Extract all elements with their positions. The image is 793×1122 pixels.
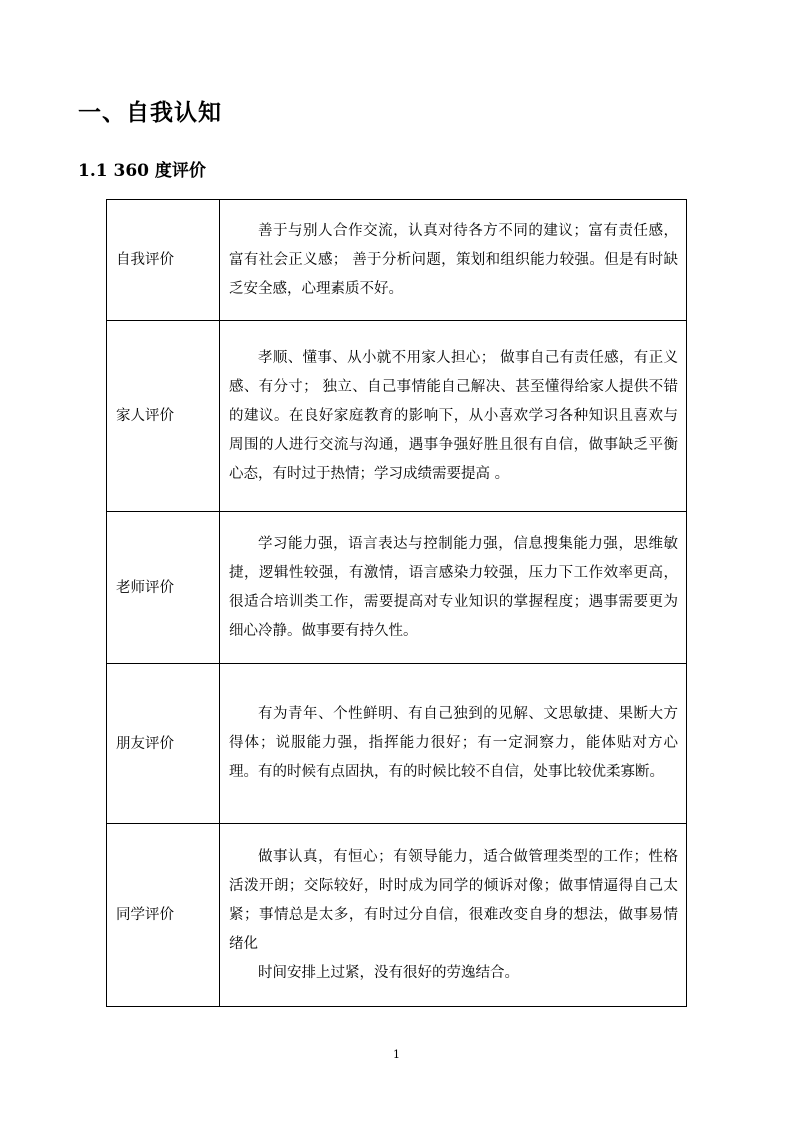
row-label: 朋友评价 bbox=[107, 664, 220, 824]
subsection-heading: 1.1 360 度评价 bbox=[78, 161, 206, 181]
row-label: 家人评价 bbox=[107, 321, 220, 512]
paragraph: 善于与别人合作交流，认真对待各方不同的建议；富有责任感，富有社会正义感； 善于分析问题，策划和组织能力较强。但是有时缺乏安全感，心理素质不好。 bbox=[229, 222, 678, 297]
paragraph: 学习能力强，语言表达与控制能力强，信息搜集能力强，思维敏捷，逻辑性较强，有激情，语言感染力较强，压力下工作效率更高，很适合培训类工作，需要提高对专业知识的掌握程度；遇事需要更为细心冷静。做事要有持久性。 bbox=[229, 535, 678, 639]
row-content bbox=[220, 200, 687, 321]
row-content bbox=[220, 664, 687, 824]
row-label: 同学评价 bbox=[107, 824, 220, 1007]
paragraph: 时间安排上过紧，没有很好的劳逸结合。 bbox=[258, 964, 519, 981]
section-heading: 一、自我认知 bbox=[78, 99, 222, 126]
paragraph: 孝顺、懂事、从小就不用家人担心； 做事自己有责任感，有正义感、有分寸； 独立、自己事情能自己解决、甚至懂得给家人提供不错的建议。在良好家庭教育的影响下，从小喜欢学习各种知识且喜欢与周围的人进行交流与沟通，遇事争强好胜且很有自信，做事缺乏平衡心态，有时过于热情；学习成绩需要提高 。 bbox=[229, 349, 678, 482]
paragraph: 有为青年、个性鲜明、有自己独到的见解、文思敏捷、果断大方得体；说服能力强，指挥能力很好；有一定洞察力，能体贴对方心理。有的时候有点固执，有的时候比较不自信，处事比较优柔寡断。 bbox=[229, 706, 678, 780]
row-content bbox=[220, 321, 687, 512]
row-label: 自我评价 bbox=[107, 200, 220, 321]
table-row bbox=[107, 321, 687, 512]
table-row bbox=[107, 824, 687, 1007]
row-label: 老师评价 bbox=[107, 512, 220, 664]
page-number: 1 bbox=[393, 1048, 400, 1061]
row-content bbox=[220, 824, 687, 1007]
table-row bbox=[107, 664, 687, 824]
table-row bbox=[107, 512, 687, 664]
paragraph: 做事认真，有恒心；有领导能力，适合做管理类型的工作；性格活泼开朗；交际较好，时时成为同学的倾诉对像；做事情逼得自己太紧；事情总是太多，有时过分自信，很难改变自身的想法，做事易情绪化 bbox=[229, 848, 678, 952]
evaluation-table bbox=[106, 199, 687, 1007]
table-row bbox=[107, 200, 687, 321]
row-content bbox=[220, 512, 687, 664]
